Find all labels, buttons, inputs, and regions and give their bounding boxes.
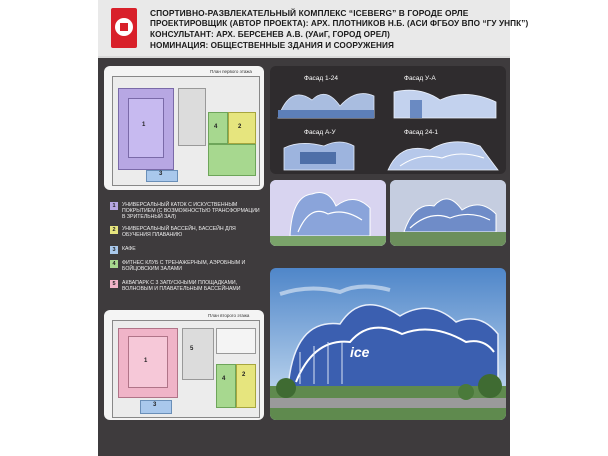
zone-upper-room bbox=[216, 328, 256, 354]
legend-text-1: УНИВЕРСАЛЬНЫЙ КАТОК С ИСКУСТВЕННЫМ ПОКРЫТИЕМ (С ВОЗМОЖНОСТЬЮ ТРАНСФОРМАЦИИ В ЗРИТЕЛЬНЫЙ ЗАЛ) bbox=[122, 202, 260, 221]
zone2-number-4: 4 bbox=[222, 376, 226, 382]
render-sign: ice bbox=[350, 344, 370, 360]
legend-num-3: 3 bbox=[110, 246, 118, 254]
zone-number-1: 1 bbox=[142, 122, 146, 128]
main-render-drawing bbox=[270, 268, 506, 420]
legend-num-2: 2 bbox=[110, 226, 118, 234]
poster bbox=[98, 0, 529, 456]
rink-field bbox=[128, 98, 164, 158]
render-view-2 bbox=[390, 180, 506, 246]
zone-fitness-2 bbox=[208, 144, 256, 176]
legend-num-5: 5 bbox=[110, 280, 118, 288]
first-floor-caption: План первого этажа bbox=[210, 69, 252, 74]
zone-number-4: 4 bbox=[214, 124, 218, 130]
legend-text-3: КАФЕ bbox=[122, 246, 136, 252]
zone-pool-2 bbox=[236, 364, 256, 408]
zone2-number-1: 1 bbox=[144, 358, 148, 364]
first-floor-plan bbox=[104, 66, 264, 190]
header bbox=[98, 0, 529, 56]
zone2-number-5: 5 bbox=[190, 346, 194, 352]
facade-1-drawing bbox=[278, 94, 374, 118]
render-2-drawing bbox=[390, 180, 506, 246]
zone-pool bbox=[228, 112, 256, 144]
zone-fitness-3 bbox=[216, 364, 236, 408]
aquapark-field bbox=[128, 336, 168, 388]
logo-icon bbox=[111, 8, 137, 48]
zone-service bbox=[178, 88, 206, 146]
facade-4-label: Фасад 24-1 bbox=[404, 129, 439, 136]
legend-text-4: ФИТНЕС КЛУБ С ТРЕНАЖЕРНЫМ, АЭРОБНЫМ И БОЙЦОВСКИМ ЗАЛАМИ bbox=[122, 260, 246, 273]
zone-number-2: 2 bbox=[238, 124, 242, 130]
facade-drawings bbox=[270, 66, 506, 174]
facade-4-drawing bbox=[388, 142, 498, 170]
consultant-line: КОНСУЛЬТАНТ: АРХ. БЕРСЕНЕВ А.В. (УАиГ, ГОРОД ОРЕЛ) bbox=[150, 30, 390, 39]
legend-text-2: УНИВЕРСАЛЬНЫЙ БАССЕЙН, БАССЕЙН ДЛЯ ОБУЧЕНИЯ ПЛАВАНИЮ bbox=[122, 226, 236, 239]
second-floor-plan bbox=[104, 310, 264, 420]
legend-num-4: 4 bbox=[110, 260, 118, 268]
facades-panel bbox=[270, 66, 506, 174]
nomination-line: НОМИНАЦИЯ: ОБЩЕСТВЕННЫЕ ЗДАНИЯ И СООРУЖЕНИЯ bbox=[150, 41, 395, 50]
project-title: СПОРТИВНО-РАЗВЛЕКАТЕЛЬНЫЙ КОМПЛЕКС “ICEBERG” В ГОРОДЕ ОРЛЕ bbox=[150, 8, 469, 18]
legend-text-5: АКВАПАРК С 3 ЗАПУСКНЫМИ ПЛОЩАДКАМИ, ВОЛНОВЫМ И ПЛАВАТЕЛЬНЫМ БАССЕЙНАМИ bbox=[122, 280, 241, 293]
zone-service-2 bbox=[182, 328, 214, 380]
render-1-drawing bbox=[270, 180, 386, 246]
zone2-number-3: 3 bbox=[153, 402, 157, 408]
designers-line: ПРОЕКТИРОВЩИК (АВТОР ПРОЕКТА): АРХ. ПЛОТНИКОВ Н.Б. (АСИ ФГБОУ ВПО “ГУ УНПК”) bbox=[150, 19, 529, 28]
second-floor-caption: План второго этажа bbox=[208, 313, 250, 318]
facade-1-label: Фасад 1-24 bbox=[304, 75, 339, 82]
facade-3-drawing bbox=[284, 142, 354, 170]
main-render bbox=[270, 268, 506, 420]
facade-2-drawing bbox=[394, 90, 496, 118]
poster-body bbox=[98, 58, 510, 456]
facade-3-label: Фасад А-У bbox=[304, 129, 336, 136]
render-view-1 bbox=[270, 180, 386, 246]
zone-number-3: 3 bbox=[159, 171, 163, 177]
legend bbox=[110, 202, 260, 306]
zone2-number-2: 2 bbox=[242, 372, 246, 378]
zone-fitness bbox=[208, 112, 228, 144]
legend-num-1: 1 bbox=[110, 202, 118, 210]
facade-2-label: Фасад У-А bbox=[404, 75, 436, 82]
